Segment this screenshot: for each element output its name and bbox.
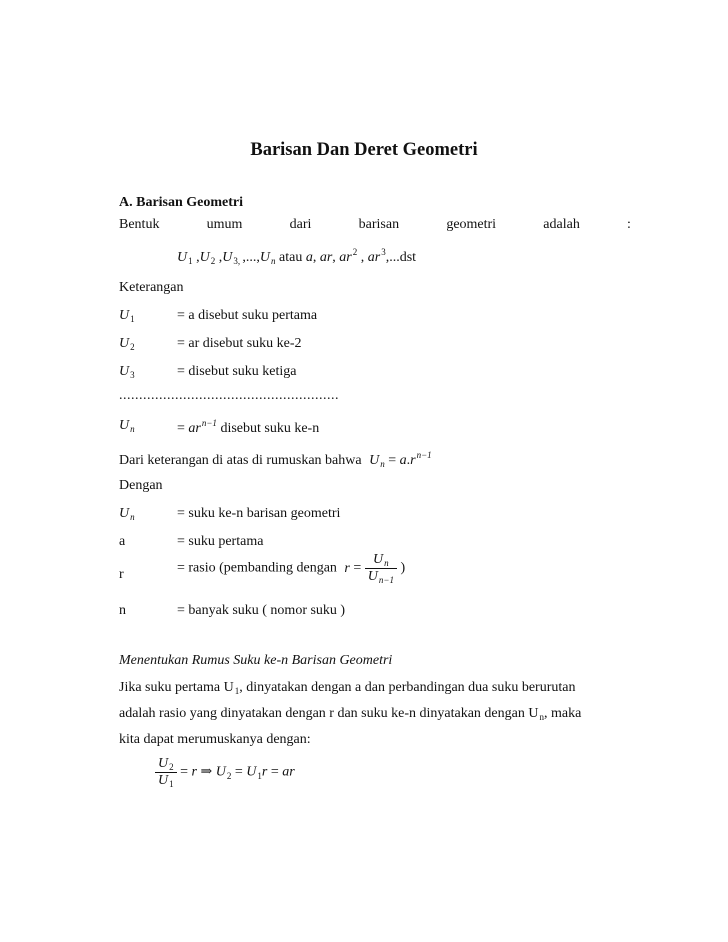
desc-u1: = a disebut suku pertama bbox=[177, 308, 318, 323]
intro-word: umum bbox=[206, 217, 243, 232]
desc-u2: = ar disebut suku ke-2 bbox=[177, 336, 302, 351]
intro-word: adalah bbox=[543, 217, 580, 232]
final-formula: $\frac{U_2}{U_1}$ = r ⇒ $U_2 = U_1r$ = ar bbox=[155, 756, 295, 789]
rumus-line: Dari keterangan di atas di rumuskan bahwa $U_n = a.r^{n-1}$ bbox=[119, 450, 432, 469]
desc-dengan-un: = suku ke-n barisan geometri bbox=[177, 506, 341, 521]
desc-u3: = disebut suku ketiga bbox=[177, 364, 297, 379]
paragraph-line-2: adalah rasio yang dinyatakan dengan r dan suku ke-n dinyatakan dengan $U_n$, maka bbox=[119, 706, 582, 722]
section-heading-rumus-suku: Menentukan Rumus Suku ke-n Barisan Geometri bbox=[119, 653, 393, 668]
keterangan-heading: Keterangan bbox=[119, 280, 184, 295]
paragraph-line-2-b: , maka bbox=[543, 706, 582, 721]
term-u1: $U_1$ bbox=[119, 308, 135, 324]
term-u3: $U_3$ bbox=[119, 364, 135, 380]
desc-un: = $ar^{n-1}$ disebut suku ke-n bbox=[177, 418, 320, 436]
term-r: r bbox=[119, 567, 124, 582]
dotted-separator: ....................................................... bbox=[119, 388, 339, 403]
desc-a: = suku pertama bbox=[177, 534, 264, 549]
dengan-heading: Dengan bbox=[119, 478, 163, 493]
paragraph-line-3: kita dapat merumuskanya dengan: bbox=[119, 732, 311, 747]
section-heading-barisan-geometri: A. Barisan Geometri bbox=[119, 195, 244, 210]
rumus-text: Dari keterangan di atas di rumuskan bahwa bbox=[119, 453, 362, 468]
intro-word: dari bbox=[289, 217, 312, 232]
intro-line bbox=[119, 217, 631, 233]
intro-word: Bentuk bbox=[119, 217, 160, 232]
page-title: Barisan Dan Deret Geometri bbox=[250, 140, 478, 160]
desc-n: = banyak suku ( nomor suku ) bbox=[177, 603, 346, 618]
paragraph-line-1-b: , dinyatakan dengan a dan perbandingan dua suku berurutan bbox=[239, 680, 576, 695]
desc-r-text: = rasio (pembanding dengan bbox=[177, 560, 337, 576]
intro-word: : bbox=[627, 217, 631, 232]
paragraph-line-2-a: adalah rasio yang dinyatakan dengan r dan suku ke-n dinyatakan dengan U bbox=[119, 706, 539, 721]
term-u2: $U_2$ bbox=[119, 336, 135, 352]
u2-over-u1-fraction: $\frac{U_2}{U_1}$ bbox=[155, 756, 177, 789]
ratio-fraction: $\frac{U_n}{U_{n-1}}$ bbox=[365, 552, 397, 585]
intro-word: barisan bbox=[358, 217, 400, 232]
desc-un-text: disebut suku ke-n bbox=[220, 421, 320, 436]
sequence-formula: $U_1$ $,U_2$ $,U_{3,}$ $,...,U_n$ atau a, ar, $ar^2$ , $ar^3,...dst$ bbox=[177, 247, 417, 266]
atau-word: atau bbox=[279, 250, 303, 265]
term-n: n bbox=[119, 603, 126, 618]
intro-word: geometri bbox=[446, 217, 497, 232]
paragraph-line-1: Jika suku pertama $U_1$, dinyatakan dengan a dan perbandingan dua suku berurutan bbox=[119, 680, 576, 696]
desc-r: = rasio (pembanding dengan r = $\frac{U_n}{U_{n-1}}$ ) bbox=[177, 552, 406, 585]
term-a: a bbox=[119, 534, 126, 549]
sequence-suffix: ,...dst bbox=[385, 250, 417, 265]
term-dengan-un: $U_n$ bbox=[119, 506, 135, 522]
term-un: $U_n$ bbox=[119, 418, 135, 434]
paragraph-line-1-a: Jika suku pertama U bbox=[119, 680, 234, 695]
